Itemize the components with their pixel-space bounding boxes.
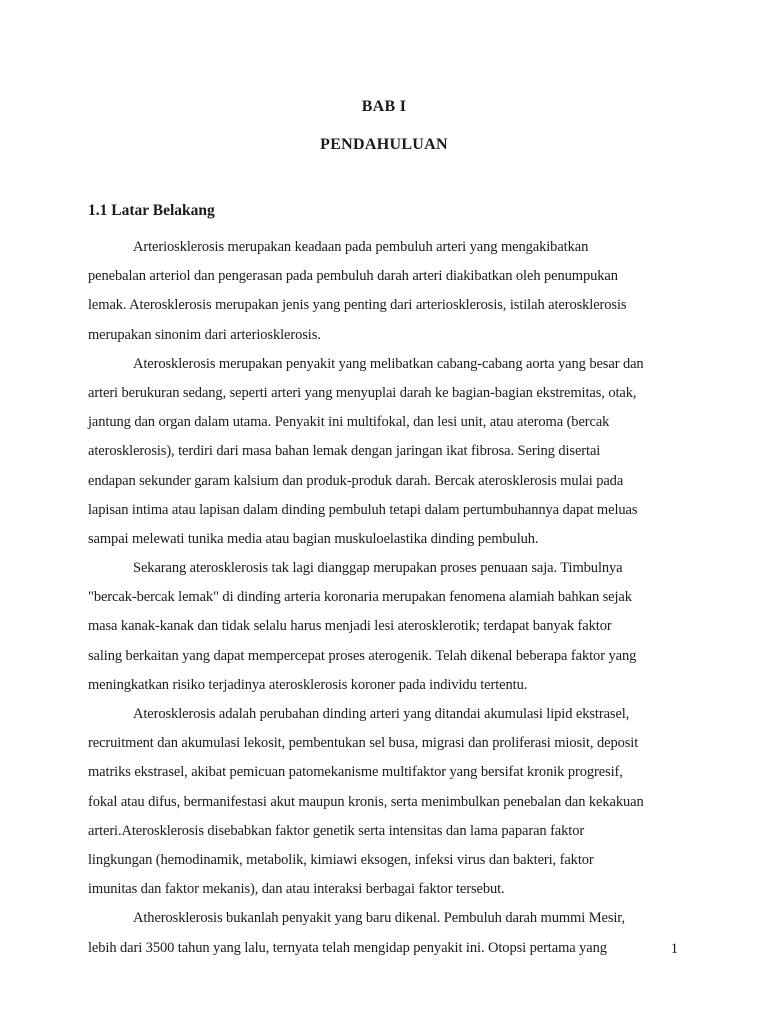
- text-line: "bercak-bercak lemak" di dinding arteria koronaria merupakan fenomena alamiah bahkan sejak: [88, 589, 632, 606]
- text-line: lemak. Aterosklerosis merupakan jenis yang penting dari arteriosklerosis, istilah aterosklerosis: [88, 297, 627, 314]
- page-number: 1: [670, 941, 678, 957]
- text-line: Sekarang aterosklerosis tak lagi dianggap merupakan proses penuaan saja. Timbulnya: [133, 560, 623, 577]
- paragraph: [88, 700, 692, 904]
- text-line: Aterosklerosis merupakan penyakit yang melibatkan cabang-cabang aorta yang besar dan: [133, 355, 644, 372]
- text-line: masa kanak-kanak dan tidak selalu harus menjadi lesi aterosklerotik; terdapat banyak faktor: [88, 618, 612, 635]
- chapter-heading-block: [0, 0, 768, 153]
- text-line: saling berkaitan yang dapat mempercepat proses aterogenik. Telah dikenal beberapa faktor yang: [88, 647, 637, 664]
- text-line: Atherosklerosis bukanlah penyakit yang baru dikenal. Pembuluh darah mummi Mesir,: [133, 910, 625, 927]
- chapter-subtitle: PENDAHULUAN: [320, 136, 448, 153]
- section-heading: 1.1 Latar Belakang: [88, 202, 215, 219]
- text-line: endapan sekunder garam kalsium dan produk-produk darah. Bercak aterosklerosis mulai pada: [88, 472, 624, 489]
- text-line: merupakan sinonim dari arteriosklerosis.: [88, 326, 321, 343]
- text-line: recruitment dan akumulasi lekosit, pembentukan sel busa, migrasi dan proliferasi miosit, deposit: [88, 735, 639, 752]
- text-line: fokal atau difus, bermanifestasi akut maupun kronis, serta menimbulkan penebalan dan kekakuan: [88, 793, 644, 810]
- text-line: Arteriosklerosis merupakan keadaan pada pembuluh arteri yang mengakibatkan: [133, 239, 589, 255]
- text-line: lebih dari 3500 tahun yang lalu, ternyata telah mengidap penyakit ini. Otopsi pertama yang: [88, 939, 607, 956]
- text-line: arteri.Aterosklerosis disebabkan faktor genetik serta intensitas dan lama paparan faktor: [88, 822, 585, 839]
- text-line: matriks ekstrasel, akibat pemicuan patomekanisme multifaktor yang bersifat kronik progresif,: [88, 764, 623, 781]
- body-text: [88, 233, 692, 963]
- text-line: lingkungan (hemodinamik, metabolik, kimiawi eksogen, infeksi virus dan bakteri, faktor: [88, 851, 594, 868]
- text-line: imunitas dan faktor mekanis), dan atau interaksi berbagai faktor tersebut.: [88, 881, 505, 898]
- paragraph: [88, 904, 692, 962]
- text-line: meningkatkan risiko terjadinya aterosklerosis koroner pada individu tertentu.: [88, 676, 528, 693]
- text-line: aterosklerosis), terdiri dari masa bahan lemak dengan jaringan ikat fibrosa. Sering disertai: [88, 443, 601, 460]
- chapter-title: BAB I: [361, 98, 407, 115]
- text-line: Aterosklerosis adalah perubahan dinding arteri yang ditandai akumulasi lipid ekstrasel,: [133, 706, 630, 722]
- paragraph: [88, 554, 692, 700]
- text-line: sampai melewati tunika media atau bagian muskuloelastika dinding pembuluh.: [88, 530, 539, 547]
- text-line: jantung dan organ dalam utama. Penyakit ini multifokal, dan lesi unit, atau ateroma (bercak: [88, 414, 610, 431]
- paragraph: [88, 233, 692, 350]
- text-line: arteri berukuran sedang, seperti arteri yang menyuplai darah ke bagian-bagian ekstremitas, otak,: [88, 384, 637, 401]
- text-line: penebalan arteriol dan pengerasan pada pembuluh darah arteri diakibatkan oleh penumpukan: [88, 268, 618, 285]
- paragraph: [88, 350, 692, 554]
- text-line: lapisan intima atau lapisan dalam dinding pembuluh tetapi dalam pertumbuhannya dapat meluas: [88, 501, 638, 518]
